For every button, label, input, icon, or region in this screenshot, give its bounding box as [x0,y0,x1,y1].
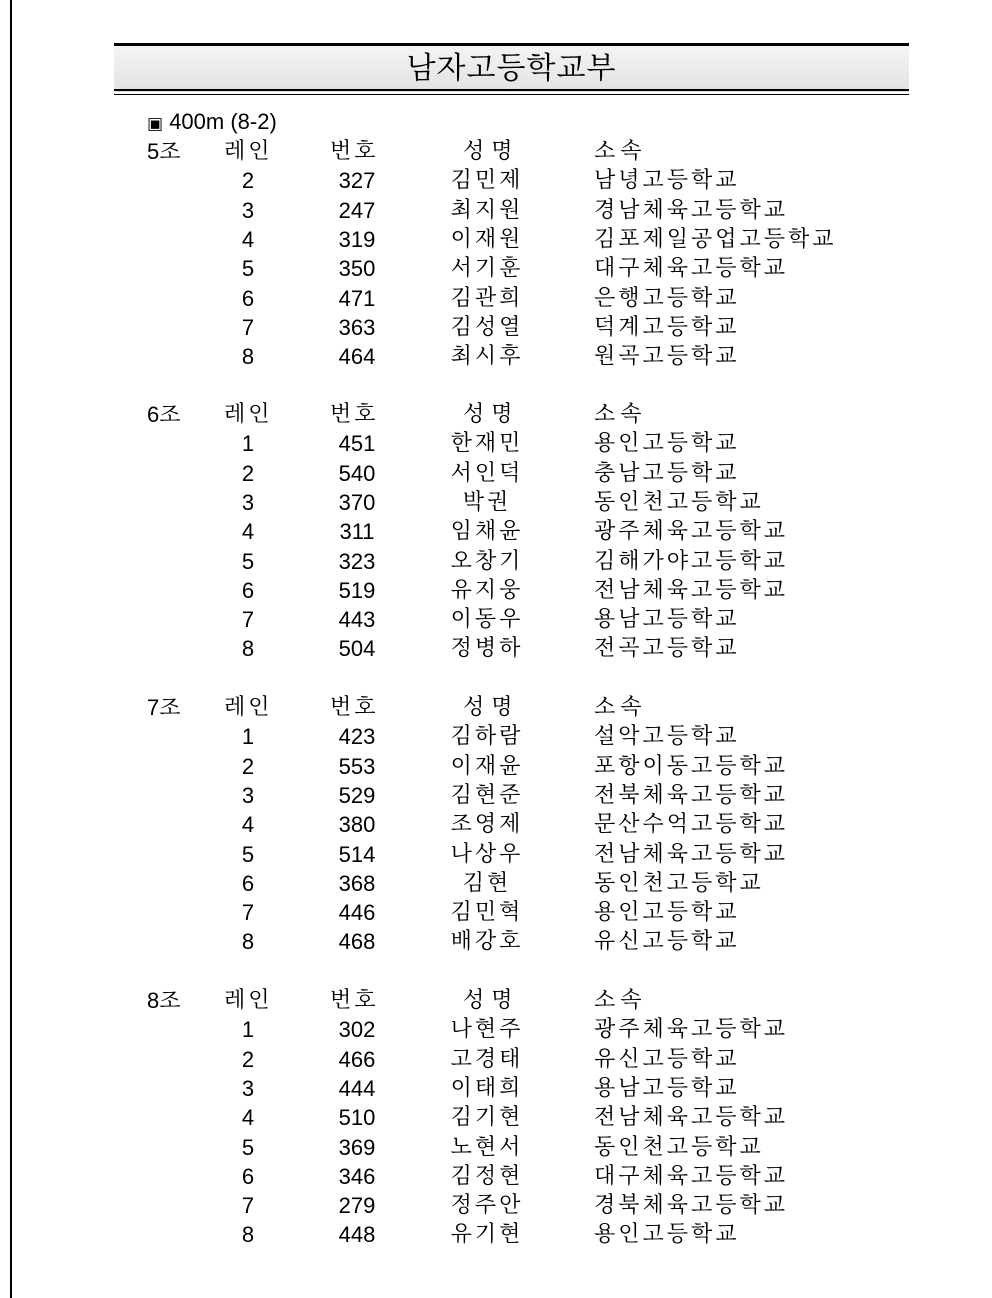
lane-cell: 1 [241,724,255,750]
lane-cell: 3 [241,489,255,515]
table-row [0,898,992,927]
affiliation-cell: 전북체육고등학교 [594,782,789,808]
athlete-name-cell: 정주안 [450,1193,524,1219]
affiliation-cell: 남녕고등학교 [594,168,740,194]
table-row [0,284,992,313]
lane-cell: 7 [241,314,255,340]
name-header: 성명 [463,139,520,164]
bib-cell: 380 [338,812,376,838]
athlete-name-cell: 나상우 [450,841,524,867]
athlete-name-cell: 나현주 [450,1017,524,1043]
page-title: 남자고등학교부 [406,51,617,86]
athlete-name-cell: 유기현 [450,1222,524,1248]
lane-cell: 7 [241,607,255,633]
affiliation-cell: 전곡고등학교 [594,636,740,662]
bib-cell: 369 [338,1134,376,1160]
name-header: 성명 [463,988,520,1013]
name-header: 성명 [463,695,520,720]
lane-cell: 6 [241,870,255,896]
lane-cell: 3 [241,1075,255,1101]
table-row [0,1133,992,1162]
bib-cell: 553 [338,753,376,779]
heat-label: 5조 [147,139,181,164]
affiliation-cell: 경남체육고등학교 [594,197,789,223]
title-divider-thin [114,94,909,95]
lane-cell: 4 [241,812,255,838]
athlete-name-cell: 이태희 [450,1075,524,1101]
table-row [0,313,992,342]
bib-header: 번호 [330,139,379,164]
lane-cell: 1 [241,1017,255,1043]
affiliation-cell: 유신고등학교 [594,929,740,955]
lane-cell: 5 [241,841,255,867]
affiliation-cell: 광주체육고등학교 [594,1017,789,1043]
athlete-name-cell: 김관희 [450,285,524,311]
bib-cell: 323 [338,548,376,574]
bib-cell: 444 [338,1075,376,1101]
heat-header-row [0,693,992,722]
table-row [0,429,992,458]
table-row [0,459,992,488]
affiliation-cell: 용인고등학교 [594,900,740,926]
affiliation-cell: 동인천고등학교 [594,1134,764,1160]
table-row [0,488,992,517]
lane-cell: 5 [241,256,255,282]
lane-cell: 8 [241,929,255,955]
bib-cell: 319 [338,226,376,252]
bib-cell: 514 [338,841,376,867]
athlete-name-cell: 김하람 [450,724,524,750]
table-row [0,517,992,546]
affiliation-cell: 유신고등학교 [594,1046,740,1072]
affiliation-cell: 원곡고등학교 [594,344,740,370]
table-row [0,1220,992,1249]
bib-cell: 466 [338,1046,376,1072]
table-row [0,1191,992,1220]
lane-header: 레인 [224,402,273,427]
table-row [0,225,992,254]
athlete-name-cell: 김민혁 [450,900,524,926]
lane-cell: 2 [241,753,255,779]
lane-cell: 8 [241,344,255,370]
lane-cell: 6 [241,1163,255,1189]
affiliation-cell: 전남체육고등학교 [594,1105,789,1131]
table-row [0,605,992,634]
lane-cell: 1 [241,431,255,457]
lane-cell: 4 [241,519,255,545]
lane-cell: 2 [241,1046,255,1072]
affiliation-cell: 설악고등학교 [594,724,740,750]
athlete-name-cell: 김민제 [450,168,524,194]
lane-header: 레인 [224,695,273,720]
lane-cell: 2 [241,460,255,486]
affiliation-cell: 전남체육고등학교 [594,577,789,603]
athlete-name-cell: 배강호 [450,929,524,955]
bib-header: 번호 [330,695,379,720]
bib-cell: 423 [338,724,376,750]
bib-cell: 443 [338,607,376,633]
lane-cell: 5 [241,1134,255,1160]
lane-cell: 4 [241,1105,255,1131]
table-row [0,576,992,605]
bib-cell: 247 [338,197,376,223]
athlete-name-cell: 임채윤 [450,519,524,545]
table-row [0,810,992,839]
athlete-name-cell: 최시후 [450,344,524,370]
bib-cell: 279 [338,1193,376,1219]
lane-cell: 7 [241,900,255,926]
affiliation-cell: 동인천고등학교 [594,870,764,896]
affiliation-cell: 포항이동고등학교 [594,753,789,779]
heat-header-row [0,986,992,1015]
bib-cell: 529 [338,782,376,808]
athlete-name-cell: 유지웅 [450,577,524,603]
affiliation-cell: 문산수억고등학교 [594,812,789,838]
bib-cell: 302 [338,1017,376,1043]
heat-header-row [0,137,992,166]
bib-cell: 540 [338,460,376,486]
affiliation-cell: 은행고등학교 [594,285,740,311]
athlete-name-cell: 오창기 [450,548,524,574]
bib-header: 번호 [330,402,379,427]
table-row [0,634,992,663]
athlete-name-cell: 최지원 [450,197,524,223]
bib-cell: 448 [338,1222,376,1248]
affiliation-cell: 용남고등학교 [594,1075,740,1101]
lane-cell: 3 [241,197,255,223]
affiliation-cell: 대구체육고등학교 [594,1163,789,1189]
table-row [0,1103,992,1132]
bib-cell: 471 [338,285,376,311]
bib-cell: 519 [338,577,376,603]
table-row [0,1015,992,1044]
affiliation-header: 소속 [594,139,647,164]
affiliation-cell: 김해가야고등학교 [594,548,789,574]
table-row [0,547,992,576]
bib-cell: 370 [338,489,376,515]
bib-header: 번호 [330,988,379,1013]
lane-cell: 7 [241,1193,255,1219]
table-row [0,1045,992,1074]
bib-cell: 311 [339,519,375,545]
lane-cell: 6 [241,577,255,603]
table-row [0,927,992,956]
event-label: 400m (8-2) [169,109,277,134]
table-row [0,722,992,751]
athlete-name-cell: 김기현 [450,1105,524,1131]
affiliation-header: 소속 [594,988,647,1013]
athlete-name-cell: 이재원 [450,226,524,252]
lane-cell: 4 [241,226,255,252]
affiliation-cell: 충남고등학교 [594,460,740,486]
bib-cell: 468 [338,929,376,955]
athlete-name-cell: 김현 [462,870,512,896]
affiliation-cell: 전남체육고등학교 [594,841,789,867]
table-row [0,342,992,371]
athlete-name-cell: 김현준 [450,782,524,808]
affiliation-cell: 대구체육고등학교 [594,256,789,282]
athlete-name-cell: 서기훈 [450,256,524,282]
bib-cell: 510 [338,1105,376,1131]
heat-label: 7조 [147,695,181,720]
table-row [0,840,992,869]
affiliation-header: 소속 [594,695,647,720]
lane-cell: 5 [241,548,255,574]
table-row [0,196,992,225]
athlete-name-cell: 정병하 [450,636,524,662]
table-row [0,1162,992,1191]
lane-cell: 6 [241,285,255,311]
athlete-name-cell: 이동우 [450,607,524,633]
bib-cell: 346 [338,1163,376,1189]
bib-cell: 350 [338,256,376,282]
table-row [0,781,992,810]
athlete-name-cell: 한재민 [450,431,524,457]
lane-cell: 8 [241,636,255,662]
affiliation-header: 소속 [594,402,647,427]
lane-header: 레인 [224,988,273,1013]
affiliation-cell: 용남고등학교 [594,607,740,633]
table-row [0,166,992,195]
lane-cell: 8 [241,1222,255,1248]
heat-label: 8조 [147,988,181,1013]
bib-cell: 363 [338,314,376,340]
athlete-name-cell: 조영제 [450,812,524,838]
affiliation-cell: 덕계고등학교 [594,314,740,340]
table-row [0,869,992,898]
athlete-name-cell: 이재윤 [450,753,524,779]
affiliation-cell: 용인고등학교 [594,431,740,457]
affiliation-cell: 경북체육고등학교 [594,1193,789,1219]
name-header: 성명 [463,402,520,427]
lane-header: 레인 [224,139,273,164]
bib-cell: 327 [338,168,376,194]
affiliation-cell: 김포제일공업고등학교 [594,226,837,252]
athlete-name-cell: 노현서 [450,1134,524,1160]
bib-cell: 451 [338,431,376,457]
bib-cell: 504 [338,636,376,662]
title-banner [114,43,909,92]
square-bullet-icon: ▣ [147,114,164,134]
lane-cell: 2 [241,168,255,194]
bib-cell: 464 [338,344,376,370]
athlete-name-cell: 서인덕 [450,460,524,486]
affiliation-cell: 동인천고등학교 [594,489,764,515]
event-heading [147,109,277,137]
table-row [0,752,992,781]
table-row [0,1074,992,1103]
lane-cell: 3 [241,782,255,808]
heat-header-row [0,400,992,429]
heat-label: 6조 [147,402,181,427]
title-divider [114,89,909,91]
athlete-name-cell: 고경태 [450,1046,524,1072]
athlete-name-cell: 김정현 [450,1163,524,1189]
athlete-name-cell: 김성열 [450,314,524,340]
athlete-name-cell: 박권 [462,489,512,515]
affiliation-cell: 광주체육고등학교 [594,519,789,545]
bib-cell: 446 [338,900,376,926]
table-row [0,254,992,283]
bib-cell: 368 [338,870,376,896]
affiliation-cell: 용인고등학교 [594,1222,740,1248]
